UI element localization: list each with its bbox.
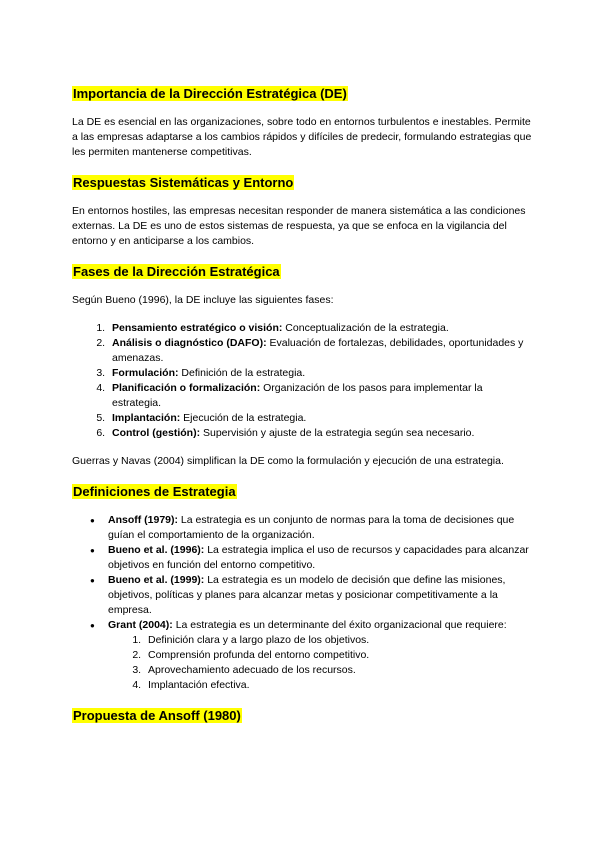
section-heading-propuesta-ansoff: Propuesta de Ansoff (1980) <box>73 708 241 723</box>
phases-list <box>72 321 532 441</box>
paragraph-respuestas: En entornos hostiles, las empresas necesitan responder de manera sistemática a las condiciones externas. La DE es uno de estos sistemas de respuesta, ya que se enfoca en la vigilancia del entorno y en anticiparse a los cambios. <box>72 205 526 247</box>
list-item: ● Bueno et al. (1996): La estrategia implica el uso de recursos y capacidades para alcanzar objetivos en función del entorno competitivo. <box>108 543 532 573</box>
list-item: 1. Pensamiento estratégico o visión: Conceptualización de la estrategia. <box>108 321 532 336</box>
paragraph-importancia: La DE es esencial en las organizaciones, sobre todo en entornos turbulentos e inestables. Permite a las empresas adaptarse a los cambios rápidos y difíciles de predecir, formulando estrategias que les permiten mantenerse competitivas. <box>72 116 532 158</box>
list-item: ● Bueno et al. (1999): La estrategia es un modelo de decisión que define las misiones, objetivos, políticas y planes para alcanzar metas y posicionar competitivamente a la empresa. <box>108 573 532 618</box>
list-item: 3. Formulación: Definición de la estrategia. <box>108 366 532 381</box>
definitions-list <box>72 513 532 693</box>
section-heading-definiciones: Definiciones de Estrategia <box>73 484 236 499</box>
section-heading-importancia: Importancia de la Dirección Estratégica (DE) <box>73 86 347 101</box>
section-heading-fases: Fases de la Dirección Estratégica <box>73 264 280 279</box>
list-item: 2. Comprensión profunda del entorno competitivo. <box>144 648 532 663</box>
list-item: 4. Implantación efectiva. <box>144 678 532 693</box>
list-item: 3. Aprovechamiento adecuado de los recursos. <box>144 663 532 678</box>
section-heading-respuestas: Respuestas Sistemáticas y Entorno <box>73 175 294 190</box>
document-content <box>72 85 532 724</box>
list-item: 4. Planificación o formalización: Organización de los pasos para implementar la estrategia. <box>108 381 532 411</box>
list-item: 5. Implantación: Ejecución de la estrategia. <box>108 411 532 426</box>
paragraph-fases-intro: Según Bueno (1996), la DE incluye las siguientes fases: <box>72 294 334 306</box>
list-item: ● Ansoff (1979): La estrategia es un conjunto de normas para la toma de decisiones que guían el comportamiento de la organización. <box>108 513 532 543</box>
list-item: ● Grant (2004): La estrategia es un determinante del éxito organizacional que requiere: 1. Definición clara y a largo plazo de los objetivos. 2. Comprensión profunda del entorno competitivo. 3. Aprovechamiento adecuado de los recursos. 4. Implantación efectiva. <box>108 618 532 693</box>
grant-requirements-list <box>108 633 532 693</box>
list-item: 6. Control (gestión): Supervisión y ajuste de la estrategia según sea necesario. <box>108 426 532 441</box>
list-item: 2. Análisis o diagnóstico (DAFO): Evaluación de fortalezas, debilidades, oportunidades y amenazas. <box>108 336 532 366</box>
list-item: 1. Definición clara y a largo plazo de los objetivos. <box>144 633 532 648</box>
paragraph-fases-outro: Guerras y Navas (2004) simplifican la DE como la formulación y ejecución de una estrategia. <box>72 455 504 467</box>
